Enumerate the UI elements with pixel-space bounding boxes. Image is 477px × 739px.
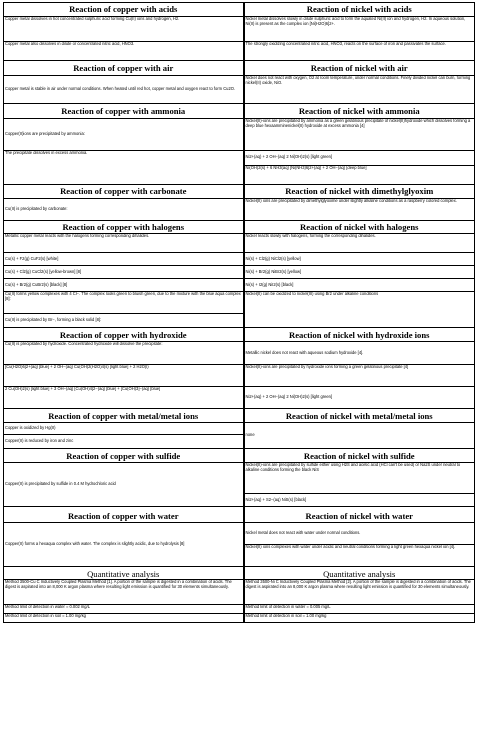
copper-acids-text-2: Copper metal also dissolves in dilute or concentrated nitric acid, HNO3. <box>4 41 244 60</box>
copper-air-heading: Reaction of copper with air <box>4 60 244 75</box>
copper-sulfide-text-1: Copper(II) is precipitated by sulfide in 0.4 M hydrochloric acid <box>4 463 244 507</box>
copper-halogens-text-2: Cu(s) + F2(g) CuF2(s) [white] <box>4 253 244 266</box>
copper-ammonia-text-2: The precipitate dissolves in excess ammonia. <box>4 150 244 184</box>
nickel-halogens-text-4: Ni(s) + I2(g) NiI2(s) [black] <box>244 279 475 292</box>
nickel-hydroxide-text-3: Ni2+(aq) + 2 OH−(aq) 2 Ni(OH)2(s) [light green] <box>244 387 475 409</box>
copper-hydroxide-text-2: [Cu(H2O)6]2+(aq) [blue] + 2 OH−(aq) Cu(OH)2(H2O)4(s) [light blue] + 2 H2O(l) <box>4 365 244 387</box>
copper-hydroxide-heading: Reaction of copper with hydroxide <box>4 328 244 342</box>
copper-halogens-text-5: Cu(II) forms yellow complexes with 4 Cl−. The complex looks green to bluish green, due to the mixture with the blue aqua complex [8]: <box>4 292 244 314</box>
copper-water-text-1: Copper(II) forms a hexaqua complex with water. The complex is slightly acidic, due to hydrolysis [8] <box>4 523 244 567</box>
copper-metal-text-2: Copper(II) is reduced by iron and zinc <box>4 435 244 449</box>
copper-water-heading: Reaction of copper with water <box>4 507 244 523</box>
nickel-ammonia-heading: Reaction of nickel with ammonia <box>244 103 475 118</box>
copper-carbonate-heading: Reaction of copper with carbonate <box>4 184 244 198</box>
copper-quant-text-2: Method limit of detection in water = 0.002 mg/L <box>4 605 244 614</box>
copper-carbonate-text-1: Cu(II) is precipitated by carbonate: <box>4 198 244 220</box>
nickel-water-text-2: Nickel(II) ions complexes with water under acidic and neutral conditions forming a light green hexaqua nickel ion [4]. <box>244 545 475 567</box>
comparison-table <box>3 2 475 623</box>
copper-quant-heading: Quantitative analysis <box>4 567 244 580</box>
copper-ammonia-text-1: Copper(II)ions are precipitated by ammonia: <box>4 118 244 150</box>
nickel-acids-heading: Reaction of nickel with acids <box>244 3 475 17</box>
copper-hydroxide-text-3: 2 Cu(OH)2(s) [light blue] + 3 OH−(aq) [Cu(OH)4]2−(aq) [blue] + [Cu(OH)3]−(aq) [blue] <box>4 387 244 409</box>
nickel-sulfide-heading: Reaction of nickel with sulfide <box>244 449 475 463</box>
nickel-halogens-text-3: Ni(s) + Br2(g) NiBr2(s) [yellow] <box>244 266 475 279</box>
nickel-hydroxide-text-2: Nickel(II)-ions are precipitated by hydroxide ions forming a green gelatinous precipitate [4] <box>244 365 475 387</box>
nickel-ammonia-text-2: Ni2+(aq) + 2 OH−(aq) 2 Ni(OH)2(s) [light green] <box>244 150 475 165</box>
nickel-halogens-text-2: Ni(s) + Cl2(g) NiCl2(s) [yellow] <box>244 253 475 266</box>
nickel-quant-text-3: Method limit of detection in soil = 1.00 mg/kg <box>244 614 475 623</box>
nickel-halogens-text-1: Nickel reacts slowly with halogens, forming the corresponding dihalides. <box>244 234 475 253</box>
copper-halogens-heading: Reaction of copper with halogens <box>4 220 244 234</box>
nickel-halogens-heading: Reaction of nickel with halogens <box>244 220 475 234</box>
copper-metal-text-1: Copper is oxidized by Hg(II) <box>4 423 244 435</box>
copper-acids-heading: Reaction of copper with acids <box>4 3 244 17</box>
nickel-sulfide-text-2: Ni2+(aq) + S2−(aq) NiS(s) [black] <box>244 494 475 507</box>
nickel-hydroxide-heading: Reaction of nickel with hydroxide ions <box>244 328 475 342</box>
copper-halogens-text-1: Metallic copper metal reacts with the halogens forming corresponding dihalides. <box>4 234 244 253</box>
copper-sulfide-heading: Reaction of copper with sulfide <box>4 449 244 463</box>
nickel-dmg-text-1: Nickel(II) ions are precipitated by dimethylglyoxime under slightly alkaline conditions as a raspberry colored complex. <box>244 198 475 220</box>
nickel-halogens-text-5: Nickel(II) can be oxidized to nickel(III) using Br2 under alkaline conditions <box>244 292 475 328</box>
copper-quant-text-1: Method 3500-Cu C Inductively Coupled Plasma Method [1]. A portion of the sample is digested in a combination of acids. The digest is aspirated into an 8,000 K argon plasma where resulting light emission is quantified for 30 elements simultaneously. <box>4 580 244 605</box>
copper-halogens-text-4: Cu(s) + Br2(g) CuBr2(s) [black] [8] <box>4 279 244 292</box>
nickel-water-heading: Reaction of nickel with water <box>244 507 475 523</box>
nickel-water-text-1: Nickel metal does not react with water under normal conditions. <box>244 523 475 545</box>
nickel-acids-text-1: Nickel metal dissolves slowly in dilute sulphuric acid to form the aquated Ni(II) ion and hydrogen, H2. In aqueous solution, Ni(II) is present as the complex ion [Ni(H2O)6]2+. <box>244 16 475 41</box>
copper-acids-text-1: Copper metal dissolves in hot concentrated sulphuric acid forming Cu(II) ions and hydrogen, H2. <box>4 16 244 41</box>
nickel-ammonia-text-3: Ni(OH)2(s) + 6 NH3(aq) [Ni(NH3)6]2+(aq) + 2 OH−(aq) [deep blue] <box>244 165 475 184</box>
copper-hydroxide-text-1: Cu(II) is precipitated by hydroxide. Concentrated hydroxide will dissolve the precipitate: <box>4 342 244 365</box>
copper-halogens-text-6: Cu(II) is precipitated by Br−, forming a black solid [8]: <box>4 314 244 328</box>
copper-halogens-text-3: Cu(s) + Cl2(g) CuCl2(s) [yellow-brown] [8] <box>4 266 244 279</box>
copper-metal-heading: Reaction of copper with metal/metal ions <box>4 409 244 423</box>
nickel-air-heading: Reaction of nickel with air <box>244 60 475 75</box>
nickel-metal-text-1: none <box>244 423 475 449</box>
nickel-quant-text-1: Method 3500-Ni C Inductively Coupled Plasma Method [2]. A portion of the sample is digested in a combination of acids. The digest is aspirated into an 8,000 K argon plasma where resulting light emission is quantified for 30 elements simultaneously. <box>244 580 475 605</box>
nickel-air-text-1: Nickel does not react with oxygen, O2 at room temperature, under normal conditions. Finely divided nickel can burn, forming nickel(II) oxide, NiO. <box>244 75 475 103</box>
nickel-ammonia-text-1: Nickel(II)-ions are precipitated by ammonia as a green gelatinous precipitate of nickel(II)hydroxide which dissolves forming a deep blue hexaamminenickel(II) hydroxide at excess ammonia [4] <box>244 118 475 150</box>
copper-ammonia-heading: Reaction of copper with ammonia <box>4 103 244 118</box>
copper-air-text-1: Copper metal is stable in air under normal conditions. When heated until red hot, copper metal and oxygen react to form Cu2O. <box>4 75 244 103</box>
nickel-dmg-heading: Reaction of nickel with dimethylglyoxim <box>244 184 475 198</box>
nickel-acids-text-2: The strongly oxidizing concentrated nitric acid, HNO3, reacts on the surface of iron and passivates the surface. <box>244 41 475 60</box>
nickel-quant-text-2: Method limit of detection in water = 0.005 mg/L <box>244 605 475 614</box>
nickel-quant-heading: Quantitative analysis <box>244 567 475 580</box>
nickel-hydroxide-text-1: Metallic nickel does not react with aqueous sodium hydroxide [4]. <box>244 342 475 365</box>
nickel-sulfide-text-1: Nickel(II)-ions are precipitated by sulfide either using H2S and acetic acid (HCl can't be used) or Na2S under neutral to alkaline conditions forming the black NiS <box>244 463 475 494</box>
nickel-metal-heading: Reaction of nickel with metal/metal ions <box>244 409 475 423</box>
copper-quant-text-3: Method limit of detection in soil = 1.00 mg/kg <box>4 614 244 623</box>
